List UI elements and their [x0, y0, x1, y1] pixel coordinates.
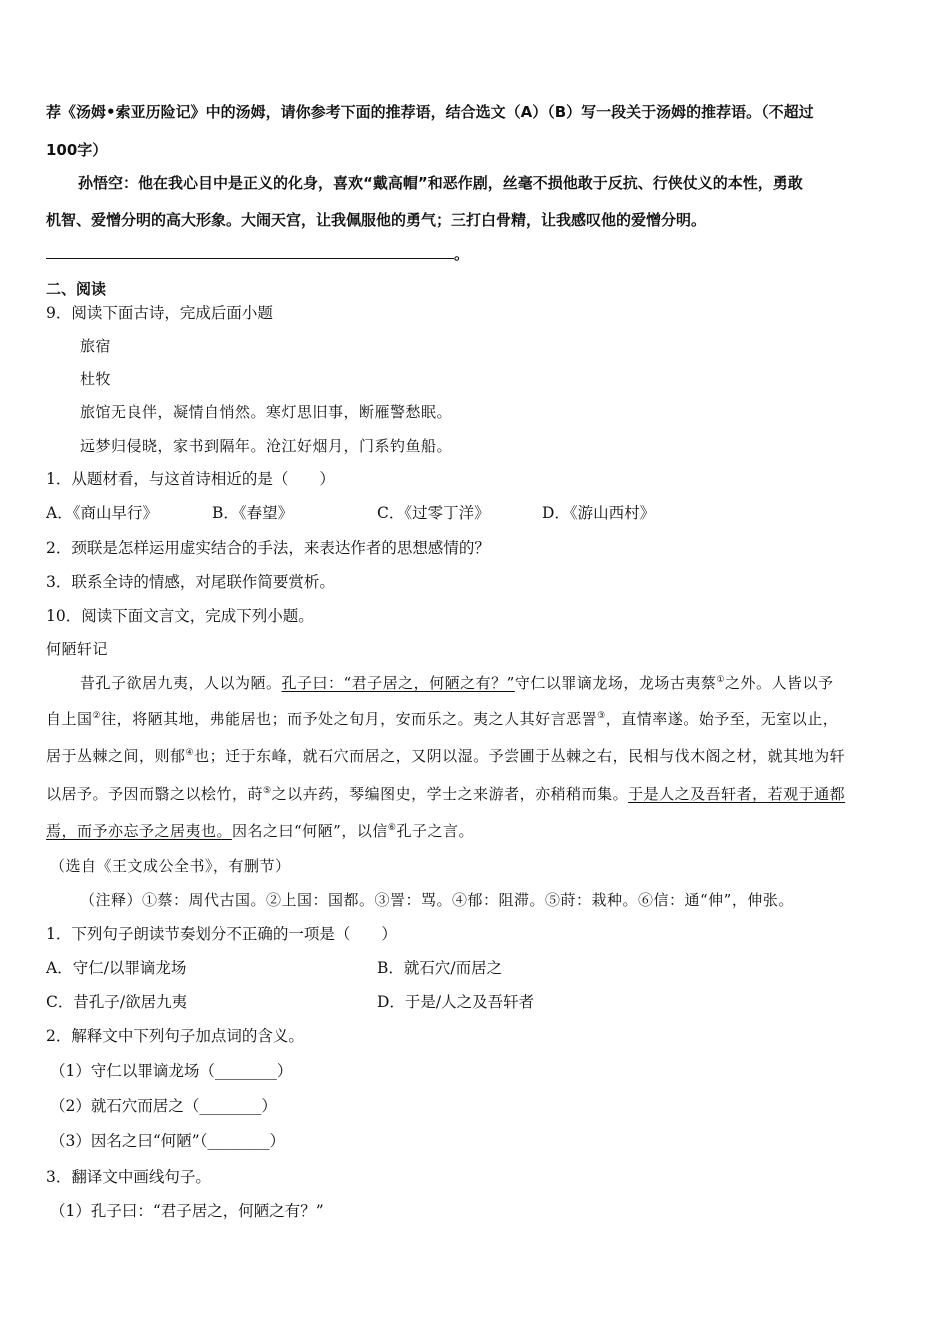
intro-line-1: 荐《汤姆•索亚历险记》中的汤姆，请你参考下面的推荐语，结合选文（A）（B）写一段关于汤姆的推荐语。（不超过 [46, 103, 814, 121]
q10-sub2: 2．解释文中下列句子加点词的含义。 [46, 1027, 304, 1045]
q10-option-b[interactable]: B．就石穴/而居之 [377, 959, 503, 977]
poem-title: 旅宿 [80, 337, 112, 355]
sample-recommendation-line-2: 机智、爱憎分明的高大形象。大闹天宫，让我佩服他的勇气；三打白骨精，让我感叹他的爱憎分明。 [46, 211, 707, 229]
passage-line-5 [46, 820, 474, 842]
passage-text: 孔子之言。 [396, 822, 474, 840]
passage-source: （选自《王文成公全书》，有删节） [50, 857, 291, 875]
poem-author: 杜牧 [80, 370, 112, 388]
underlined-sentence-1: 孔子曰：“君子居之，何陋之有？” [281, 674, 515, 692]
note-marker: ⑤ [263, 786, 272, 796]
underlined-sentence-2a: 于是人之及吾轩者，若观于通都 [628, 785, 846, 803]
passage-line-4 [46, 783, 845, 805]
passage-text: 之以卉药，琴编图史，学士之来游者，亦稍稍而集。 [271, 785, 629, 803]
q9-sub1: 1．从题材看，与这首诗相近的是（ ） [46, 470, 335, 488]
note-marker: ② [92, 711, 102, 721]
q9-option-b[interactable]: B．《春望》 [212, 504, 294, 522]
q9-option-d[interactable]: D．《游山西村》 [542, 504, 656, 522]
passage-line-2 [46, 708, 838, 730]
passage-text: 之外。人皆以予 [724, 674, 834, 692]
section-title: 二、阅读 [46, 280, 107, 298]
passage-text: 自上国 [46, 710, 93, 728]
answer-blank-period: 。 [454, 245, 470, 263]
passage-text: 昔孔子欲居九夷，人以为陋。 [80, 674, 282, 692]
q10-sub3: 3．翻译文中画线句子。 [46, 1168, 211, 1186]
q10-option-d[interactable]: D．于是/人之及吾轩者 [377, 993, 535, 1011]
q9-sub3: 3．联系全诗的情感，对尾联作简要赏析。 [46, 573, 335, 591]
q10-option-a[interactable]: A．守仁/以罪谪龙场 [46, 959, 187, 977]
intro-line-2: 100字） [46, 141, 108, 159]
poem-line-2: 远梦归侵晓，家书到隔年。沧江好烟月，门系钓鱼船。 [80, 437, 453, 455]
passage-line-3 [46, 745, 845, 767]
passage-text: 也；迁于东峰，就石穴而居之，又阴以湿。予尝圃于丛棘之右，民相与伐木阁之材，就其地为轩 [194, 747, 846, 765]
answer-blank[interactable] [46, 244, 454, 259]
passage-text: 居于丛棘之间，则郁 [46, 747, 186, 765]
q10-sub2-item-2: （2）就石穴而居之（________） [50, 1097, 277, 1115]
answer-blank-line [46, 243, 469, 265]
passage-notes: （注释）①蔡：周代古国。②上国：国都。③詈：骂。④郁：阻滞。⑤莳：栽种。⑥信：通“伸”，伸张。 [80, 891, 794, 909]
passage-line-1 [80, 672, 833, 694]
q10-stem: 10．阅读下面文言文，完成下列小题。 [46, 607, 314, 625]
sample-recommendation-line-1: 孙悟空：他在我心目中是正义的化身，喜欢“戴高帽”和恶作剧，丝毫不损他敢于反抗、行侠仗义的本性，勇敢 [78, 174, 803, 192]
passage-text: 守仁以罪谪龙场，龙场古夷蔡 [514, 674, 717, 692]
q10-sub2-item-3: （3）因名之曰“何陋”（________） [50, 1132, 285, 1150]
note-marker: ④ [185, 748, 195, 758]
passage-text: 因名之曰“何陋”，以信 [232, 822, 388, 840]
note-marker: ⑥ [387, 823, 397, 833]
q9-sub2: 2．颈联是怎样运用虚实结合的手法，来表达作者的思想感情的？ [46, 539, 490, 557]
q9-stem: 9．阅读下面古诗，完成后面小题 [46, 304, 273, 322]
q10-sub1: 1．下列句子朗读节奏划分不正确的一项是（ ） [46, 925, 397, 943]
note-marker: ① [716, 675, 725, 685]
note-marker: ③ [597, 711, 606, 721]
underlined-sentence-2b: 焉，而予亦忘予之居夷也。 [46, 822, 233, 840]
q10-option-c[interactable]: C．昔孔子/欲居九夷 [46, 993, 188, 1011]
q10-sub2-item-1: （1）守仁以罪谪龙场（________） [50, 1062, 293, 1080]
q9-option-c[interactable]: C．《过零丁洋》 [377, 504, 490, 522]
passage-text: 往，将陋其地，弗能居也；而予处之旬月，安而乐之。夷之人其好言恶詈 [101, 710, 598, 728]
passage-text: 以居予。予因而翳之以桧竹，莳 [46, 785, 264, 803]
passage-title: 何陋轩记 [46, 640, 109, 658]
poem-line-1: 旅馆无良伴，凝情自悄然。寒灯思旧事，断雁警愁眠。 [80, 403, 453, 421]
passage-text: ，直情率遂。始予至，无室以止， [605, 710, 839, 728]
q10-sub3-item-1: （1）孔子曰：“君子居之，何陋之有？” [50, 1202, 324, 1220]
q9-option-a[interactable]: A．《商山早行》 [46, 504, 158, 522]
